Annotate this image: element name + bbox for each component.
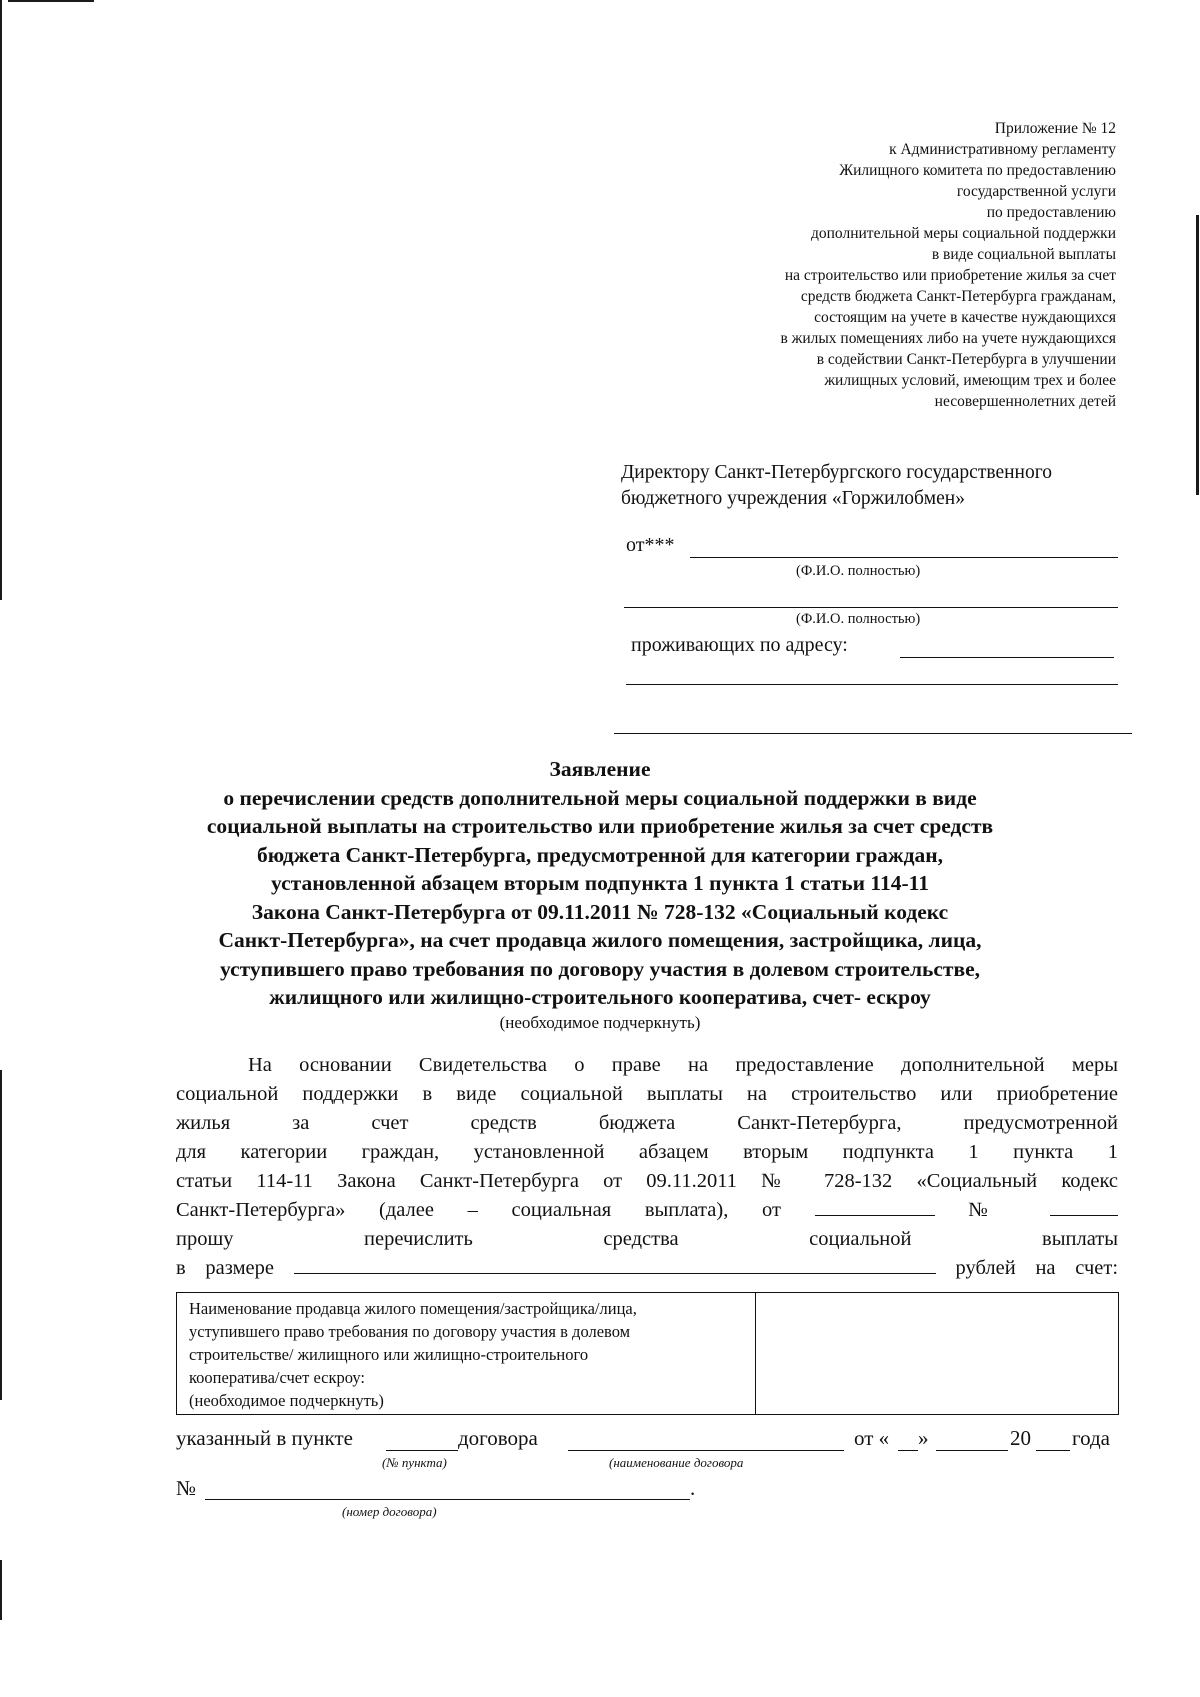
fio-field-1[interactable] [690,557,1118,558]
title-line: бюджета Санкт-Петербурга, предусмотренной для категории граждан, [256,842,944,867]
body-line-amount [176,1254,1118,1283]
address-field-3[interactable] [614,733,1132,734]
caption-contract-name: (наименование договора [609,1455,744,1470]
body-paragraph [176,1051,1118,1283]
appendix-line: дополнительной меры социальной поддержки [811,225,1116,242]
address-label: проживающих по адресу: [631,634,848,656]
contract-year-prefix: 20 [1010,1426,1031,1450]
appendix-line: состоящим на учете в качестве нуждающихся [814,309,1116,326]
seller-label-cell [177,1293,756,1415]
addressee-line-1: Директору Санкт-Петербургского государственного [621,462,1052,483]
body-line: На основании Свидетельства о праве на предоставление дополнительной меры [248,1054,1118,1076]
rubles-label: рублей на счет: [955,1257,1119,1279]
address-field-2[interactable] [626,684,1118,685]
appendix-line: государственной услуги [956,183,1116,200]
appendix-line: средств бюджета Санкт-Петербурга гражданам, [800,288,1116,305]
contract-number-field[interactable] [205,1499,690,1500]
contract-number-period: . [690,1476,696,1500]
contract-name-field[interactable] [568,1450,844,1451]
body-line-date [176,1196,1118,1225]
body-line: для категории граждан, установленной абзацем вторым подпункта 1 пункта 1 [176,1141,1118,1163]
application-title [100,755,1100,1034]
appendix-line: в содействии Санкт-Петербурга в улучшении [816,351,1116,368]
appendix-line: по предоставлению [986,204,1116,221]
address-field-1[interactable] [900,657,1114,658]
addressee-line-2: бюджетного учреждения «Горжилобмен» [621,488,965,509]
contract-date-from: от « [854,1426,890,1450]
contract-point-field[interactable] [386,1450,458,1451]
appendix-line: в жилых помещениях либо на учете нуждающихся [780,330,1116,347]
contract-date-quote: » [918,1426,929,1450]
scan-edge-mark [0,1560,2,1620]
fio-caption-1: (Ф.И.О. полностью) [796,563,921,579]
caption-point: (№ пункта) [382,1455,447,1470]
contract-year-label: года [1072,1426,1110,1450]
body-line: социальной поддержки в виде социальной выплаты на строительство или приобретение [176,1083,1118,1105]
appendix-line: в виде социальной выплаты [931,246,1116,263]
appendix-line: Приложение № 12 [994,120,1116,137]
seller-value-cell[interactable] [756,1293,1119,1415]
body-line: жилья за счет средств бюджета Санкт-Петербурга, предусмотренной [176,1112,1118,1134]
title-note: (необходимое подчеркнуть) [499,1012,701,1032]
fio-caption-2: (Ф.И.О. полностью) [796,611,921,627]
contract-point-label: указанный в пункте [176,1426,353,1450]
number-sign: № [968,1199,1017,1221]
contract-month-field[interactable] [936,1450,1008,1451]
contract-year-field[interactable] [1036,1450,1070,1451]
scan-edge-mark [1196,215,1199,495]
title-line: Санкт-Петербурга», на счет продавца жилого помещения, застройщика, лица, [218,928,982,952]
body-line: прошу перечислить средства социальной выплаты [176,1228,1118,1250]
table-label-line: (необходимое подчеркнуть) [189,1391,384,1410]
scan-edge-mark [8,0,94,2]
appendix-line: на строительство или приобретение жилья за счет [784,267,1116,284]
appendix-header [780,118,1116,412]
appendix-line: к Административному регламенту [889,141,1116,158]
scan-edge-mark [0,0,2,600]
body-line: статьи 114-11 Закона Санкт-Петербурга от 09.11.2011 № 728-132 «Социальный кодекс [176,1170,1118,1192]
caption-contract-number: (номер договора) [342,1504,437,1519]
scan-edge-mark [0,1070,2,1400]
from-label: от*** [626,534,675,556]
title-line: уступившего право требования по договору участия в долевом строительстве, [219,956,981,981]
contract-day-field[interactable] [898,1450,918,1451]
appendix-line: Жилищного комитета по предоставлению [839,162,1116,179]
seller-table [176,1292,1119,1415]
addressee-block [621,460,1052,512]
certificate-number-field[interactable] [1050,1197,1118,1216]
table-label-line: Наименование продавца жилого помещения/застройщика/лица, [189,1299,637,1318]
title-line: установленной абзацем вторым подпункта 1 пункта 1 статьи 114-11 [271,871,929,895]
body-line-text: Санкт-Петербурга» (далее – социальная выплата), от [176,1199,781,1221]
appendix-line: несовершеннолетних детей [934,393,1116,410]
amount-label: в размере [176,1257,275,1279]
table-label-line: уступившего право требования по договору участия в долевом [189,1322,631,1341]
title-line: о перечислении средств дополнительной меры социальной поддержки в виде [223,785,977,810]
certificate-date-field[interactable] [815,1197,935,1216]
table-label-line: строительстве/ жилищного или жилищно-строительного [189,1345,589,1364]
table-row [177,1293,1119,1415]
title-heading: Заявление [549,757,651,781]
contract-number-label: № [176,1476,197,1500]
table-label-line: кооператива/счет ескроу: [189,1368,366,1387]
title-line: жилищного или жилищно-строительного кооператива, счет- ескроу [269,985,931,1009]
title-line: социальной выплаты на строительство или приобретение жилья за счет средств [206,814,994,838]
fio-field-2[interactable] [624,607,1118,608]
contract-label: договора [458,1426,538,1450]
appendix-line: жилищных условий, имеющим трех и более [824,372,1116,389]
amount-field[interactable] [294,1255,936,1274]
title-line: Закона Санкт-Петербурга от 09.11.2011 № 728-132 «Социальный кодекс [251,899,949,924]
